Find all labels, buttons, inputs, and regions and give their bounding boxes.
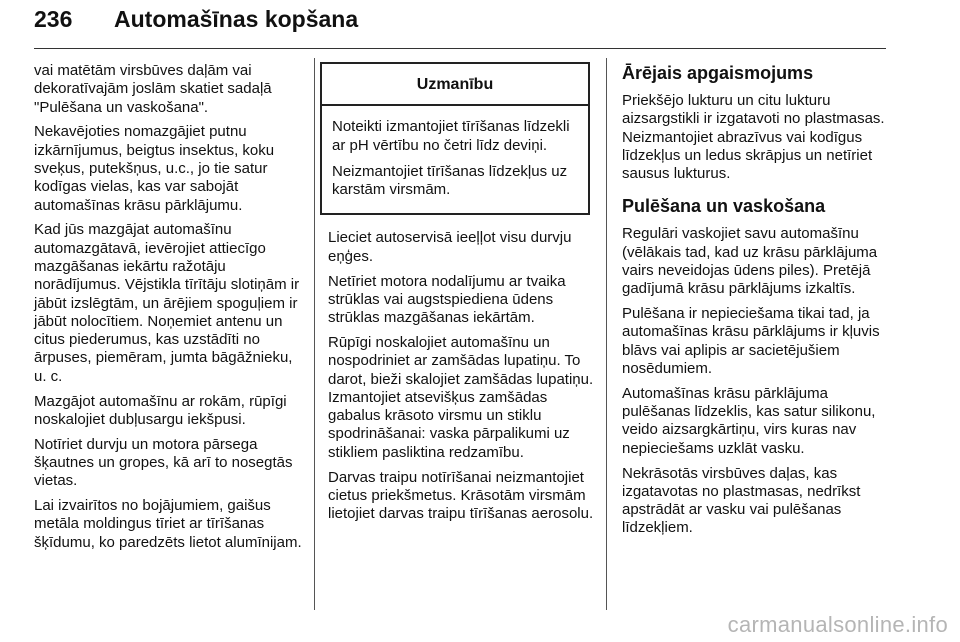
column-left — [34, 62, 306, 558]
paragraph: Rūpīgi noskalojiet automašīnu un nospodriniet ar zamšādas lupatiņu. To darot, bieži skalojiet zamšādas lupatiņu. Izmantojiet atsevišķus zamšādas gabalus krāsoto virsmu un stiklu spodrināšanai: vaska pārpalikumi uz stikliem pasliktina redzamību. — [328, 333, 594, 461]
section-heading-polishing: Pulēšana un vaskošana — [622, 196, 826, 217]
paragraph: Lieciet autoservisā ieeļļot visu durvju eņģes. — [328, 229, 572, 265]
caution-paragraph: Noteikti izmantojiet tīrīšanas līdzekli ar pH vērtību no četri līdz deviņi. — [332, 118, 570, 154]
caution-box — [320, 62, 590, 215]
section-heading-exterior-lights: Ārējais apgaismojums — [622, 63, 814, 83]
paragraph: Notīriet durvju un motora pārsega šķautnes un gropes, kā arī to nosegtās vietas. — [34, 435, 293, 490]
column-divider — [314, 58, 315, 610]
paragraph: Darvas traipu notīrīšanai neizmantojiet cietus priekšmetus. Krāsotām virsmām lietojiet darvas traipu tīrīšanas aerosolu. — [328, 468, 594, 523]
paragraph: vai matētām virsbūves daļām vai dekoratīvajām joslām skatiet sadaļā "Pulēšana un vaskošana". — [34, 62, 272, 116]
paragraph: Automašīnas krāsu pārklājuma pulēšanas līdzeklis, kas satur silikonu, veido aizsargkārtiņu, virs kuras nav nepieciešams uzklāt vasku. — [622, 384, 876, 457]
paragraph: Regulāri vaskojiet savu automašīnu (vēlākais tad, kad uz krāsu pārklājuma vairs neveidojas ūdens piles). Pretējā gadījumā krāsu pārklājums izkaltīs. — [622, 225, 878, 298]
column-divider — [606, 58, 607, 610]
paragraph: Nekavējoties nomazgājiet putnu izkārnījumus, beigtus insektus, koku sveķus, putekšņus, u.c., jo tie satur kodīgas vielas, kas var sabojāt automašīnas krāsu pārklājumu. — [34, 123, 275, 214]
caution-body — [322, 106, 588, 213]
paragraph: Nekrāsotās virsbūves daļas, kas izgatavotas no plastmasas, nedrīkst apstrādāt ar vasku vai pulēšanas līdzekļiem. — [622, 464, 861, 537]
paragraph: Lai izvairītos no bojājumiem, gaišus metāla moldingus tīriet ar tīrīšanas šķīdumu, ko paredzēts lietot alumīnijam. — [34, 497, 302, 551]
page-number: 236 — [34, 6, 73, 32]
paragraph: Netīriet motora nodalījumu ar tvaika strūklas vai augstspiediena ūdens strūklas mazgāšanas iekārtām. — [328, 272, 566, 327]
page-header — [34, 2, 924, 46]
paragraph: Mazgājot automašīnu ar rokām, rūpīgi noskalojiet dubļusargu iekšpusi. — [34, 392, 287, 428]
header-divider — [34, 48, 886, 49]
page-title: Automašīnas kopšana — [114, 6, 359, 32]
caution-paragraph: Neizmantojiet tīrīšanas līdzekļus uz karstām virsmām. — [332, 162, 568, 199]
caution-title: Uzmanību — [322, 64, 588, 106]
column-right — [622, 62, 892, 544]
paragraph: Pulēšana ir nepieciešama tikai tad, ja automašīnas krāsu pārklājums ir kļuvis blāvs vai aplipis ar sacietējušiem nosēdumiem. — [622, 305, 880, 378]
paragraph: Priekšējo lukturu un citu lukturu aizsargstikli ir izgatavoti no plastmasas. Neizmantojiet abrazīvus vai kodīgus līdzekļus un ledus skrāpjus un netīriet sausus lukturus. — [622, 92, 885, 183]
column-middle — [328, 62, 594, 530]
paragraph: Kad jūs mazgājat automašīnu automazgātavā, ievērojiet attiecīgo mazgāšanas iekārtu ražotāju norādījumus. Vējstikla tīrītāju slotiņām ir jābūt izslēgtām, un ārējiem spoguļiem ir jābūt nolocītiem. Noņemiet antenu un citus piederumus, kas uzstādīti no ārpuses, piemēram, jumta bāgāžnieku, u. c. — [34, 221, 300, 385]
watermark: carmanualsonline.info — [727, 612, 948, 637]
